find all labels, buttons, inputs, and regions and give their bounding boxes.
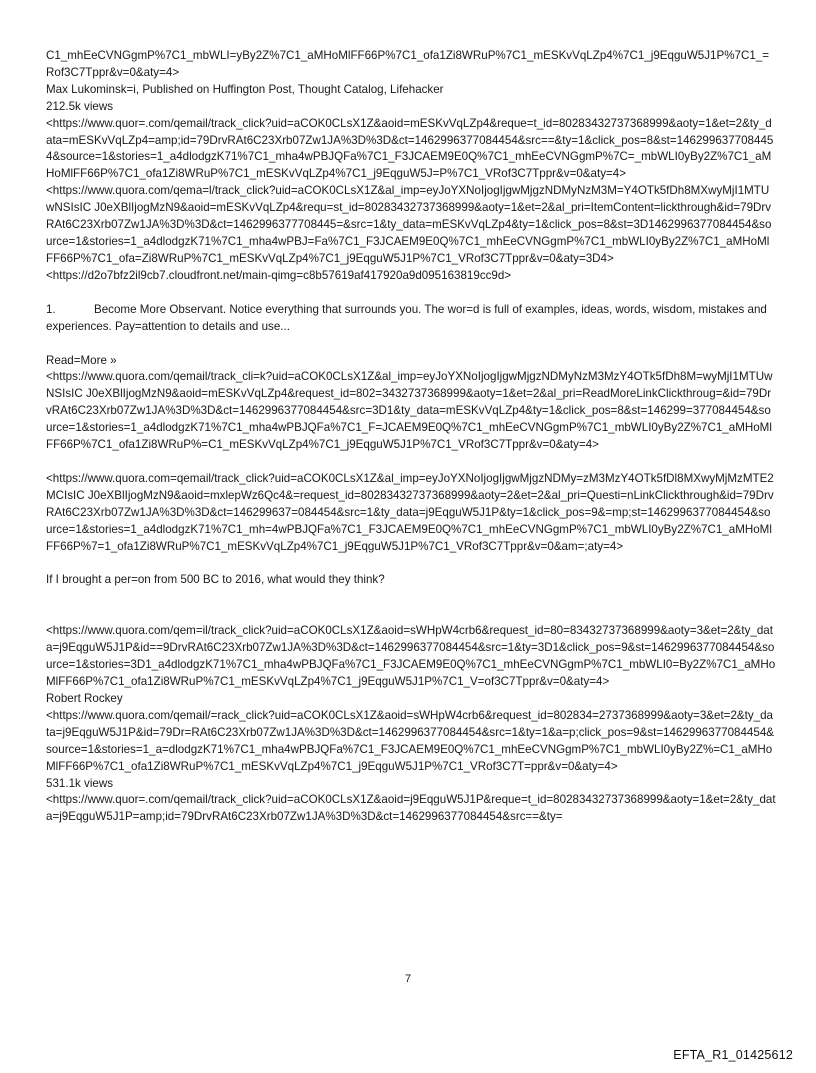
spacer [46, 285, 776, 302]
page-number: 7 [404, 973, 412, 985]
spacer [46, 555, 776, 572]
view-count: 531.1k views [46, 776, 114, 790]
url-fragment: C1_mhEeCVNGgmP%7C1_mbWLI=yBy2Z%7C1_aMHoMlFF66P%7C1_ofa1Zi8WRuP%7C1_mESKvVqLZp4%7C1_j9EqguW5J1P%7C1_=Rof3C7Tppr&v=0&aty=4> [46, 49, 770, 79]
tracking-link: <https://www.quora.com/qemail/=rack_click?uid=aCOK0CLsX1Z&aoid=sWHpW4crb6&request_id=802834=2737368999&aoty=3&et=2&ty_data=j9EqguW5J1P&id=79Dr=RAt6C23Xrb07Zw1JA%3D%3D&ct=1462996377084454&src=1&ty=1&a=p;click_pos=9&st=1462996377084454&source=1&stories=1_a=dlodgzK71%7C1_mha4wPBJQFa%7C1_F3JCAEM9E0Q%7C1_mhEeCVNGgmP%7C1_mbWLI0yBy2Z%=C1_aMHoMlFF66P%7C1_ofa1Zi8WRuP%7C1_mESKvVqLZp4%7C1_j9EqguW5J1P%7C1_VRof3C7T=ppr&v=0&aty=4> [46, 708, 775, 773]
tracking-link: <https://www.quora.com/qemail/track_cli=k?uid=aCOK0CLsX1Z&al_imp=eyJoYXNoIjogIjgwMjgzNDMyNzM3MzY4OTk5fDh8M=wyMjI1MTUwNSIsIC J0eXBlIjogMzN9&aoid=mESKvVqLZp4&request_id=802=3432737368999&aoty=1&et=2&al_pri=ReadMoreLinkClickthroug=&id=79DrvRAt6C23Xrb07Zw1JA%3D%3D&ct=1462996377084454&src=3D1&ty_data=mESKvVqLZp4&ty=1&click_pos=8&st=146299=377084454&source=1&stories=1_a4dlodgzK71%7C1_mha4wPBJQFa%7C1_F=JCAEM9E0Q%7C1_mhEeCVNGgmP%7C1_mbWLI0yBy2Z%7C1_aMHoMlFF66P%7C1_ofa1Zi8WRuP%=C1_mESKvVqLZp4%7C1_j9EqguW5J1P%7C1_VRof3C7Tppr&v=0&aty=4> [46, 370, 773, 452]
question-title: If I brought a per=on from 500 BC to 2016, what would they think? [46, 573, 385, 587]
view-count: 212.5k views [46, 99, 114, 113]
author-name: Robert Rockey [46, 692, 123, 705]
tracking-link: <https://www.quora.com/qema=l/track_click?uid=aCOK0CLsX1Z&al_imp=eyJoYXNoIjogIjgwMjgzNDMyNzM3M=Y4OTk5fDh8MXwyMjI1MTUwNSIsIC J0eXBlIjogMzN9&aoid=mESKvVqLZp4&requ=st_id=80283432737368999&aoty=1&et=2&al_pri=ItemContent=lickthrough&id=79DrvRAt6C23Xrb07Zw1JA%3D%3D&ct=1462996377708445=&src=1&ty_data=mESKvVqLZp4&ty=1&click_pos=8&st=3D1462996377084454&source=1&stories=1_a4dlodgzK71%7C1_mha4wPBJ=Fa%7C1_F3JCAEM9E0Q%7C1_mhEeCVNGgmP%7C1_mbWLI0yBy2Z%7C1_aMHoMlFF66P%7C1_ofa=Zi8WRuP%7C1_mESKvVqLZp4%7C1_j9EqguW5J1P%7C1_VRof3C7Tppr&v=0&aty=3D4> [46, 184, 772, 265]
spacer [46, 336, 776, 353]
tracking-link: <https://www.quor=.com/qemail/track_click?uid=aCOK0CLsX1Z&aoid=j9EqguW5J1P&reque=t_id=80283432737368999&aoty=1&et=2&ty_data=j9EqguW5J1P=amp;id=79DrvRAt6C23Xrb07Zw1JA%3D%3D&ct=1462996377084454&src==&ty= [46, 793, 776, 824]
image-link: <https://d2o7bfz2il9cb7.cloudfront.net/main-qimg=c8b57619af417920a9d095163819cc9d> [46, 268, 512, 282]
tracking-link: <https://www.quor=.com/qemail/track_click?uid=aCOK0CLsX1Z&aoid=mESKvVqLZp4&reque=t_id=80283432737368999&aoty=1&et=2&ty_data=mESKvVqLZp4=amp;id=79DrvRAt6C23Xrb07Zw1JA%3D%3D&ct=1462996377084454&src==&ty=1&click_pos=8&st=1462996377084454&source=1&stories=1_a4dlodgzK71%7C1_mha4wPBJQFa%7C1_F3JCAEM9E0Q%7C1_mhEeCVNGgmP%7C=_mbWLI0yBy2Z%7C1_aMHoMlFF66P%7C1_ofa1Zi8WRuP%7C1_mESKvVqLZp4%7C1_j9EqguW5J=P%7C1_VRof3C7Tppr&v=0&aty=4> [46, 116, 774, 181]
document-body [46, 48, 776, 826]
tracking-link: <https://www.quora.com=qemail/track_click?uid=aCOK0CLsX1Z&al_imp=eyJoYXNoIjogIjgwMjgzNDMy=zM3MzY4OTk5fDl8MXwyMjMzMTE2MCIsIC J0eXBlIjogMzN9&aoid=mxlepWz6Qc4&=request_id=80283432737368999&aoty=2&et=2&al_pri=Questi=nLinkClickthrough&id=79DrvRAt6C23Xrb07Zw1JA%3D%3D&ct=146299637=084454&src=1&ty_data=j9EqguW5J1P&ty=1&click_pos=9&=mp;st=1462996377084454&source=1&stories=1_a4dlodgzK71%7C1_mh=4wPBJQFa%7C1_F3JCAEM9E0Q%7C1_mhEeCVNGgmP%7C1_mbWLI0yBy2Z%7C1_aMHoMlFF66P%7=1_ofa1Zi8WRuP%7C1_mESKvVqLZp4%7C1_j9EqguW5J1P%7C1_VRof3C7Tppr&v=0&am=;aty=4> [46, 471, 774, 553]
tracking-link: <https://www.quora.com/qem=il/track_click?uid=aCOK0CLsX1Z&aoid=sWHpW4crb6&request_id=80=83432737368999&aoty=3&et=2&ty_data=j9EqguW5J1P&id==9DrvRAt6C23Xrb07Zw1JA%3D%3D&ct=1462996377084454&src=1&ty=3D1&click_pos=9&st=1462996377084454&source=1&stories=3D1_a4dlodgzK71%7C1_mha4wPBJQFa%7C1_F3JCAEM9E0Q%7C1_mhEeCVNGgmP%7C1_mbWLI0=By2Z%7C1_aMHoMlFF66P%7C1_ofa1Zi8WRuP%7C1_mESKvVqLZp4%7C1_j9EqguW5J1P%7C1_V=of3C7Tppr&v=0&aty=4> [46, 624, 776, 689]
read-more-link: Read=More » [46, 353, 117, 367]
bates-number: EFTA_R1_01425612 [673, 1048, 793, 1062]
list-number: 1. [46, 302, 56, 316]
paragraph-text: Become More Observant. Notice everything that surrounds you. The wor=d is full of examples, ideas, words, wisdom, mistakes and experiences. Pay=attention to details and use... [46, 302, 767, 333]
spacer [46, 454, 776, 471]
author-credit: Max Lukominsk=i, Published on Huffington Post, Thought Catalog, Lifehacker [46, 82, 444, 96]
numbered-paragraph [46, 302, 776, 336]
spacer [46, 589, 776, 623]
